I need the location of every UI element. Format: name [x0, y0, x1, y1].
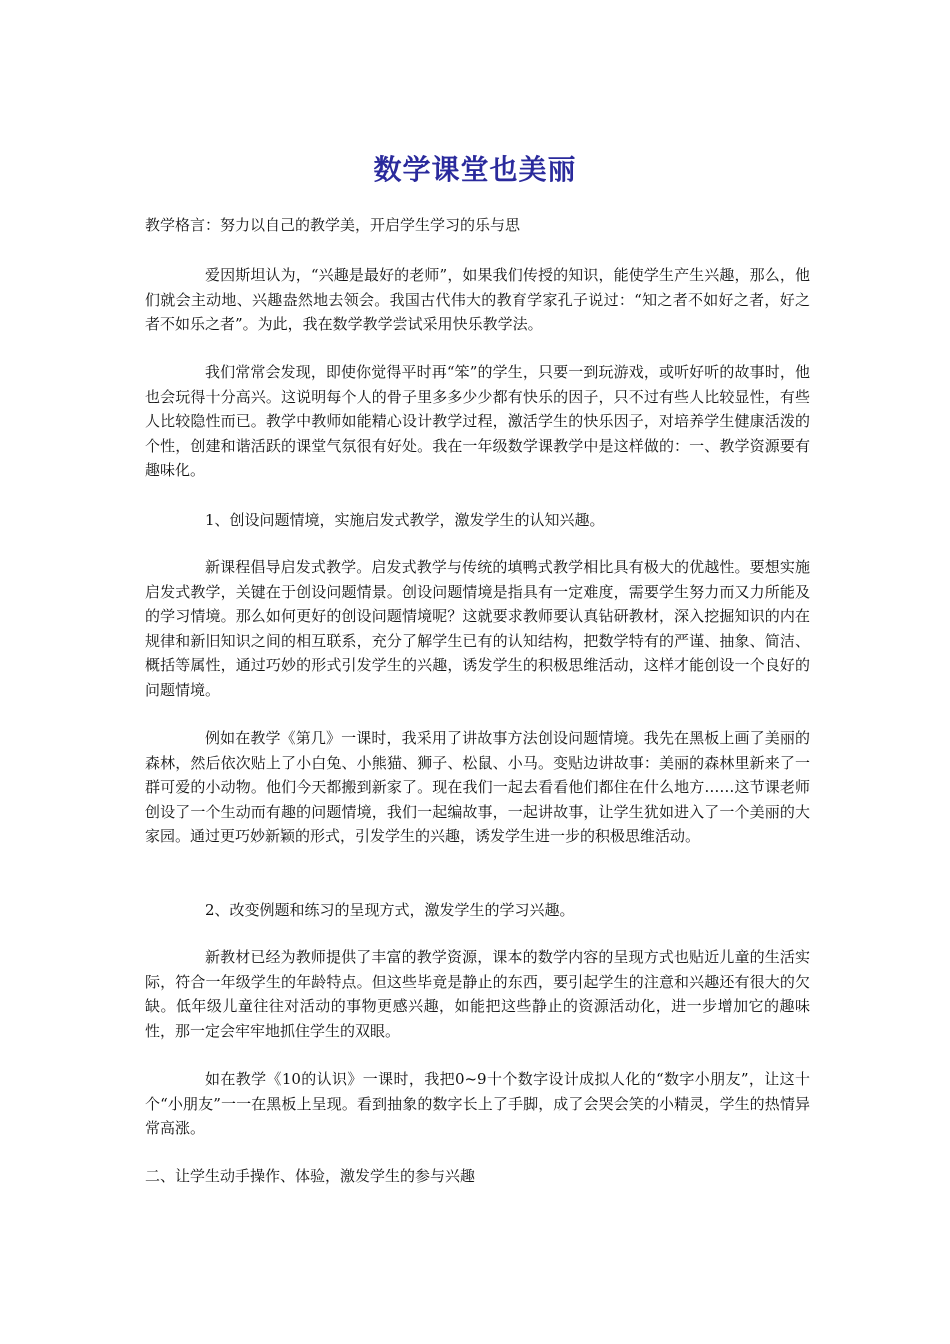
paragraph-heuristic: 新课程倡导启发式教学。启发式教学与传统的填鸭式教学相比具有极大的优越性。要想实施启发式教学，关键在于创设问题情景。创设问题情境是指具有一定难度，需要学生努力而又力所能及的学习情境。那么如何更好的创设问题情境呢？这就要求教师要认真钻研教材，深入挖掘知识的内在规律和新旧知识之间的相互联系，充分了解学生已有的认知结构，把数学特有的严谨、抽象、简洁、概括等属性，通过巧妙的形式引发学生的兴趣，诱发学生的积极思维活动，这样才能创设一个良好的问题情境。	[145, 558, 810, 699]
section-heading-1: 1、创设问题情境，实施启发式教学，激发学生的认知兴趣。	[205, 511, 605, 529]
section-heading-2: 2、改变例题和练习的呈现方式，激发学生的学习兴趣。	[205, 901, 575, 919]
document-title: 数学课堂也美丽	[373, 153, 577, 186]
paragraph-example-ten: 如在教学《10的认识》一课时，我把0~9十个数字设计成拟人化的“数字小朋友”，让这十个“小朋友”一一在黑板上呈现。看到抽象的数字长上了手脚，成了会哭会笑的小精灵，学生的热情异常高涨。	[145, 1070, 810, 1137]
section-heading-two: 二、让学生动手操作、体验，激发学生的参与兴趣	[145, 1167, 476, 1185]
motto-line: 教学格言：努力以自己的教学美，开启学生学习的乐与思	[145, 216, 521, 234]
paragraph-new-textbook: 新教材已经为教师提供了丰富的教学资源，课本的数学内容的呈现方式也贴近儿童的生活实际，符合一年级学生的年龄特点。但这些毕竟是静止的东西，要引起学生的注意和兴趣还有很大的欠缺。低年级儿童往往对活动的事物更感兴趣，如能把这些静止的资源活动化，进一步增加它的趣味性，那一定会牢牢地抓住学生的双眼。	[145, 948, 810, 1040]
paragraph-intro: 爱因斯坦认为，“兴趣是最好的老师”，如果我们传授的知识，能使学生产生兴趣，那么，他们就会主动地、兴趣盎然地去领会。我国古代伟大的教育学家孔子说过：“知之者不如好之者，好之者不如乐之者”。为此，我在数学教学尝试采用快乐教学法。	[145, 266, 810, 333]
paragraph-happy-factor: 我们常常会发现，即使你觉得平时再“笨”的学生，只要一到玩游戏，或听好听的故事时，他也会玩得十分高兴。这说明每个人的骨子里多多少少都有快乐的因子，只不过有些人比较显性，有些人比较隐性而已。教学中教师如能精心设计教学过程，激活学生的快乐因子，对培养学生健康活泼的个性，创建和谐活跃的课堂气氛很有好处。我在一年级数学课教学中是这样做的：一、教学资源要有趣味化。	[145, 363, 810, 479]
paragraph-example-story: 例如在教学《第几》一课时，我采用了讲故事方法创设问题情境。我先在黑板上画了美丽的森林，然后依次贴上了小白兔、小熊猫、狮子、松鼠、小马。变贴边讲故事：美丽的森林里新来了一群可爱的小动物。他们今天都搬到新家了。现在我们一起去看看他们都住在什么地方……这节课老师创设了一个生动而有趣的问题情境，我们一起编故事，一起讲故事，让学生犹如进入了一个美丽的大家园。通过更巧妙新颖的形式，引发学生的兴趣，诱发学生进一步的积极思维活动。	[145, 729, 810, 845]
